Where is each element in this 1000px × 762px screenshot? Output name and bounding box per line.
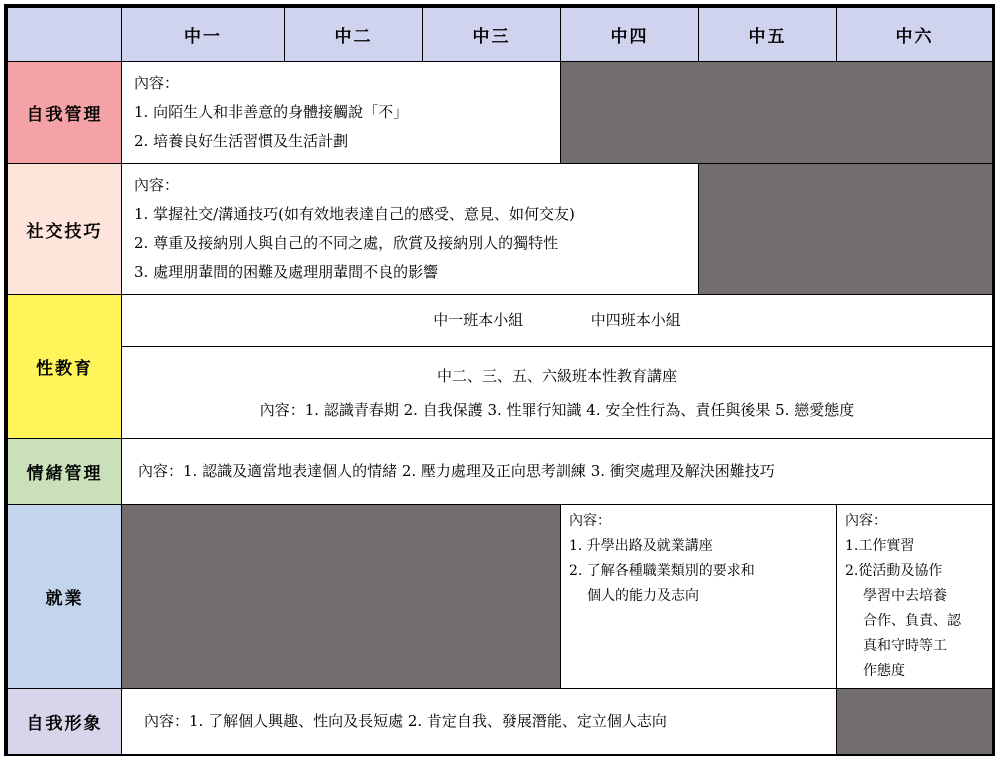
row-label-self-management: 自我管理 [8, 62, 122, 164]
content-title: 內容： [134, 74, 180, 92]
group-form-4: 中四班本小組 [590, 311, 681, 329]
header-corner-cell [8, 8, 122, 62]
content-item: 2. 了解各種職業類別的要求和 [569, 563, 755, 579]
row-self-management [8, 62, 993, 164]
not-applicable-cell [837, 689, 993, 755]
curriculum-table [7, 7, 993, 755]
content-item: 學習中去培養 [863, 588, 947, 604]
group-form-1: 中一班本小組 [433, 311, 524, 329]
not-applicable-cell [561, 62, 993, 164]
content-item: 作態度 [863, 663, 905, 679]
header-grade-5: 中五 [699, 8, 837, 62]
talk-title: 中二、三、五、六級班本性教育講座 [436, 366, 677, 385]
header-grade-4: 中四 [561, 8, 699, 62]
content-item: 1. 掌握社交/溝通技巧(如有效地表達自己的感受、意見、如何交友) [134, 205, 575, 223]
content-item: 真和守時等工 [863, 638, 947, 654]
header-grade-6: 中六 [837, 8, 993, 62]
row-label-self-image: 自我形象 [8, 689, 122, 755]
row-label-social-skills: 社交技巧 [8, 164, 122, 295]
row-sex-education-talk [8, 347, 993, 439]
row-emotion-management [8, 439, 993, 505]
content-item: 1. 升學出路及就業講座 [569, 538, 713, 554]
sex-education-groups [122, 295, 993, 347]
content-item: 2. 培養良好生活習慣及生活計劃 [134, 132, 349, 150]
row-career [8, 505, 993, 689]
header-grade-2: 中二 [285, 8, 423, 62]
content-item: 3. 處理朋輩間的困難及處理朋輩間不良的影響 [134, 263, 439, 281]
row-sex-education-groups [8, 295, 993, 347]
content-title: 內容： [845, 513, 887, 529]
content-item: 2.從活動及協作 [845, 563, 943, 579]
content-item: 1.工作實習 [845, 538, 915, 554]
row-label-career: 就業 [8, 505, 122, 689]
row-label-sex-education: 性教育 [8, 295, 122, 439]
sex-education-talk [122, 347, 993, 439]
header-row [8, 8, 993, 62]
career-senior-content [561, 505, 837, 689]
row-social-skills [8, 164, 993, 295]
self-image-content: 內容：1. 了解個人興趣、性向及長短處 2. 肯定自我、發展潛能、定立個人志向 [122, 689, 837, 755]
social-skills-content [122, 164, 699, 295]
row-self-image [8, 689, 993, 755]
career-f6-content [837, 505, 993, 689]
not-applicable-cell [122, 505, 561, 689]
row-label-emotion-management: 情緒管理 [8, 439, 122, 505]
header-grade-1: 中一 [122, 8, 285, 62]
emotion-content: 內容：1. 認識及適當地表達個人的情緒 2. 壓力處理及正向思考訓練 3. 衝突處理及解決困難技巧 [122, 439, 993, 505]
talk-content: 內容：1. 認識青春期 2. 自我保護 3. 性罪行知識 4. 安全性行為、責任與後果 5. 戀愛態度 [259, 400, 855, 419]
not-applicable-cell [699, 164, 993, 295]
content-item: 合作、負責、認 [863, 613, 961, 629]
content-item: 2. 尊重及接納別人與自己的不同之處，欣賞及接納別人的獨特性 [134, 234, 559, 252]
content-title: 內容： [134, 176, 180, 194]
header-grade-3: 中三 [423, 8, 561, 62]
self-management-content [122, 62, 561, 164]
curriculum-table-frame [4, 4, 995, 756]
content-item: 1. 向陌生人和非善意的身體接觸說「不」 [134, 103, 409, 121]
content-title: 內容： [569, 513, 611, 529]
content-item: 個人的能力及志向 [587, 588, 699, 604]
